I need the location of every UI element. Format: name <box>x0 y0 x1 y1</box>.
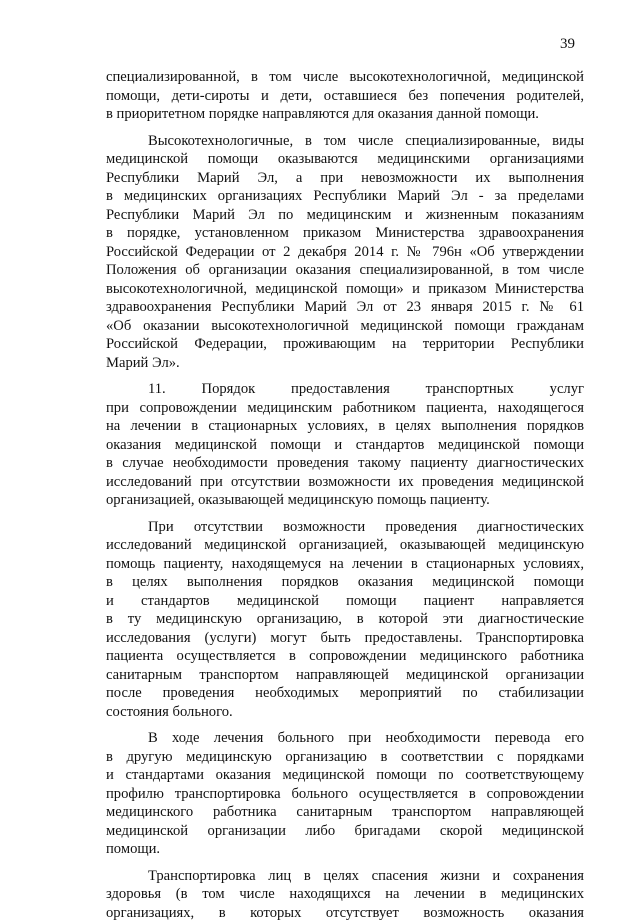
paragraph <box>106 867 584 922</box>
text-line: специализированной, в том числе высокотехнологичной, медицинской <box>106 68 584 87</box>
text-line: в приоритетном порядке направляются для оказания данной помощи. <box>106 105 584 124</box>
text-line: медицинского работника санитарным транспортом направляющей <box>106 803 584 822</box>
text-line: исследований при отсутствии возможности их проведения медицинской <box>106 473 584 492</box>
text-line: в целях выполнения порядков оказания медицинской помощи <box>106 573 584 592</box>
text-line: высокотехнологичной, медицинской помощи» и приказом Министерства <box>106 280 584 299</box>
text-line: в случае необходимости проведения такому пациенту диагностических <box>106 454 584 473</box>
paragraph-gap <box>106 510 584 518</box>
text-line: профилю транспортировка больного осуществляется в сопровождении <box>106 785 584 804</box>
text-line: помощи. <box>106 840 584 859</box>
text-line: в другую медицинскую организацию в соответствии с порядками <box>106 748 584 767</box>
text-line: и стандартов медицинской помощи пациент направляется <box>106 592 584 611</box>
text-line: Российской Федерации от 2 декабря 2014 г. № 796н «Об утверждении <box>106 243 584 262</box>
page-number: 39 <box>560 35 600 53</box>
text-line: в ту медицинскую организацию, в которой эти диагностические <box>106 610 584 629</box>
text-line: Транспортировка лиц в целях спасения жизни и сохранения <box>106 867 584 886</box>
paragraph-gap <box>106 859 584 867</box>
text-line: медицинской организации либо бригадами скорой медицинской <box>106 822 584 841</box>
text-line: Марий Эл». <box>106 354 584 373</box>
text-line: в медицинских организациях Республики Марий Эл - за пределами <box>106 187 584 206</box>
text-line: В ходе лечения больного при необходимости перевода его <box>106 729 584 748</box>
text-line: При отсутствии возможности проведения диагностических <box>106 518 584 537</box>
text-line: «Об оказании высокотехнологичной медицинской помощи гражданам <box>106 317 584 336</box>
document-body <box>106 68 584 922</box>
text-line: пациента осуществляется в сопровождении медицинского работника <box>106 647 584 666</box>
paragraph <box>106 68 584 124</box>
text-line: на лечении в стационарных условиях, в целях выполнения порядков <box>106 417 584 436</box>
text-line: организацией, оказывающей медицинскую помощь пациенту. <box>106 491 584 510</box>
paragraph-gap <box>106 124 584 132</box>
text-line: организациях, в которых отсутствует возможность оказания <box>106 904 584 922</box>
paragraph <box>106 518 584 722</box>
text-line: помощи, дети-сироты и дети, оставшиеся без попечения родителей, <box>106 87 584 106</box>
paragraph <box>106 380 584 510</box>
text-line: состояния больного. <box>106 703 584 722</box>
text-line: оказания медицинской помощи и стандартов медицинской помощи <box>106 436 584 455</box>
text-line: в порядке, установленном приказом Министерства здравоохранения <box>106 224 584 243</box>
text-line: медицинской помощи оказываются медицинскими организациями <box>106 150 584 169</box>
text-line: помощь пациенту, находящемуся на лечении в стационарных условиях, <box>106 555 584 574</box>
paragraph-gap <box>106 372 584 380</box>
paragraph-gap <box>106 721 584 729</box>
paragraph <box>106 729 584 859</box>
text-line: Республики Марий Эл по медицинским и жизненным показаниям <box>106 206 584 225</box>
text-line: Высокотехнологичные, в том числе специализированные, виды <box>106 132 584 151</box>
text-line: Республики Марий Эл, а при невозможности их выполнения <box>106 169 584 188</box>
text-line: исследований медицинской организацией, оказывающей медицинскую <box>106 536 584 555</box>
text-line: здоровья (в том числе находящихся на лечении в медицинских <box>106 885 584 904</box>
text-line: 11. Порядок предоставления транспортных услуг <box>106 380 584 399</box>
paragraph <box>106 132 584 373</box>
text-line: санитарным транспортом направляющей медицинской организации <box>106 666 584 685</box>
text-line: после проведения необходимых мероприятий по стабилизации <box>106 684 584 703</box>
text-line: Российской Федерации, проживающим на территории Республики <box>106 335 584 354</box>
text-line: и стандартами оказания медицинской помощи по соответствующему <box>106 766 584 785</box>
text-line: здравоохранения Республики Марий Эл от 23 января 2015 г. № 61 <box>106 298 584 317</box>
text-line: при сопровождении медицинским работником пациента, находящегося <box>106 399 584 418</box>
text-line: Положения об организации оказания специализированной, в том числе <box>106 261 584 280</box>
text-line: исследования (услуги) могут быть предоставлены. Транспортировка <box>106 629 584 648</box>
